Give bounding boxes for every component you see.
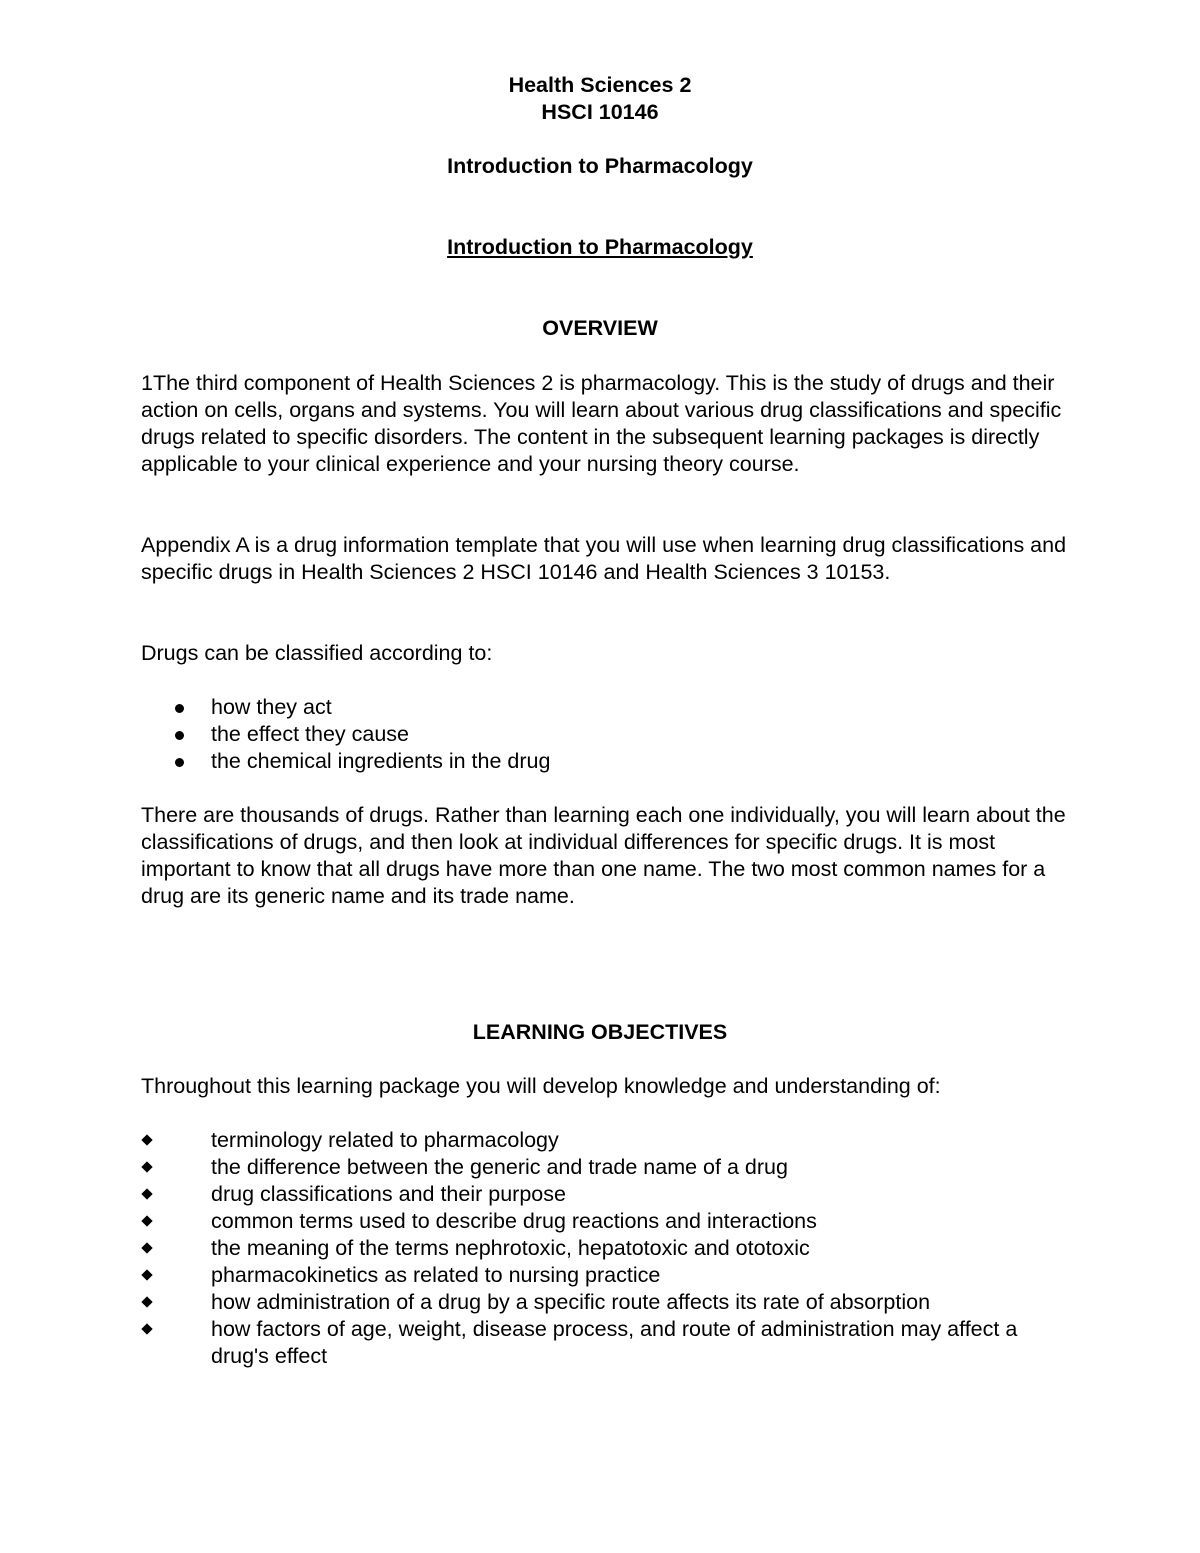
objective-item — [141, 1181, 1071, 1208]
diamond-bullet-icon — [141, 1323, 152, 1334]
list-item-text: how they act — [211, 695, 332, 719]
objectives-heading: LEARNING OBJECTIVES — [472, 1020, 728, 1044]
objective-item — [141, 1262, 1071, 1289]
objective-item — [141, 1316, 1071, 1368]
bullet-dot-icon — [175, 704, 184, 713]
diamond-bullet-icon — [141, 1242, 152, 1253]
overview-paragraph-1: 1The third component of Health Sciences 2 is pharmacology. This is the study of drugs and their action on cells, organs and systems. You will learn about various drug classifications and specific drugs related to specific disorders. The content in the subsequent learning packages is directly applicable to your clinical experience and your nursing theory course. — [141, 371, 1062, 476]
diamond-bullet-icon — [141, 1188, 152, 1199]
classified-intro: Drugs can be classified according to: — [141, 641, 493, 665]
list-item-text: the effect they cause — [211, 722, 410, 746]
diamond-bullet-icon — [141, 1134, 152, 1145]
objective-item-text: pharmacokinetics as related to nursing practice — [211, 1263, 661, 1287]
subtitle: Introduction to Pharmacology — [447, 154, 753, 178]
bullet-dot-icon — [175, 758, 184, 767]
course-name: Health Sciences 2 — [508, 73, 692, 97]
objective-item-text: how factors of age, weight, disease process, and route of administration may affect a drug's effect — [211, 1317, 1018, 1368]
objective-item-text: terminology related to pharmacology — [211, 1128, 559, 1152]
overview-heading: OVERVIEW — [542, 316, 658, 340]
objective-item-text: the meaning of the terms nephrotoxic, hepatotoxic and ototoxic — [211, 1236, 810, 1260]
diamond-bullet-icon — [141, 1296, 152, 1307]
objective-item — [141, 1208, 1071, 1235]
objectives-intro: Throughout this learning package you will develop knowledge and understanding of: — [141, 1074, 941, 1098]
diamond-bullet-icon — [141, 1269, 152, 1280]
bullet-dot-icon — [175, 731, 184, 740]
page-title-text: Introduction to Pharmacology — [447, 235, 753, 259]
objective-item — [141, 1154, 1071, 1181]
diamond-bullet-icon — [141, 1215, 152, 1226]
course-code: HSCI 10146 — [541, 100, 659, 124]
page-title — [0, 234, 1200, 261]
objective-item-text: how administration of a drug by a specific route affects its rate of absorption — [211, 1290, 931, 1314]
objective-item-text: drug classifications and their purpose — [211, 1182, 566, 1206]
objective-item-text: the difference between the generic and trade name of a drug — [211, 1155, 788, 1179]
list-item-text: the chemical ingredients in the drug — [211, 749, 551, 773]
objective-item — [141, 1235, 1071, 1262]
diamond-bullet-icon — [141, 1161, 152, 1172]
objective-item-text: common terms used to describe drug reactions and interactions — [211, 1209, 817, 1233]
objective-item — [141, 1289, 1071, 1316]
overview-paragraph-3: There are thousands of drugs. Rather than learning each one individually, you will learn about the classifications of drugs, and then look at individual differences for specific drugs. It is most important to know that all drugs have more than one name. The two most common names for a drug are its generic name and its trade name. — [141, 803, 1066, 908]
overview-paragraph-2: Appendix A is a drug information template that you will use when learning drug classifications and specific drugs in Health Sciences 2 HSCI 10146 and Health Sciences 3 10153. — [141, 533, 1067, 584]
objective-item — [141, 1127, 1071, 1154]
list-item — [141, 721, 1071, 748]
list-item — [141, 694, 1071, 721]
list-item — [141, 748, 1071, 775]
